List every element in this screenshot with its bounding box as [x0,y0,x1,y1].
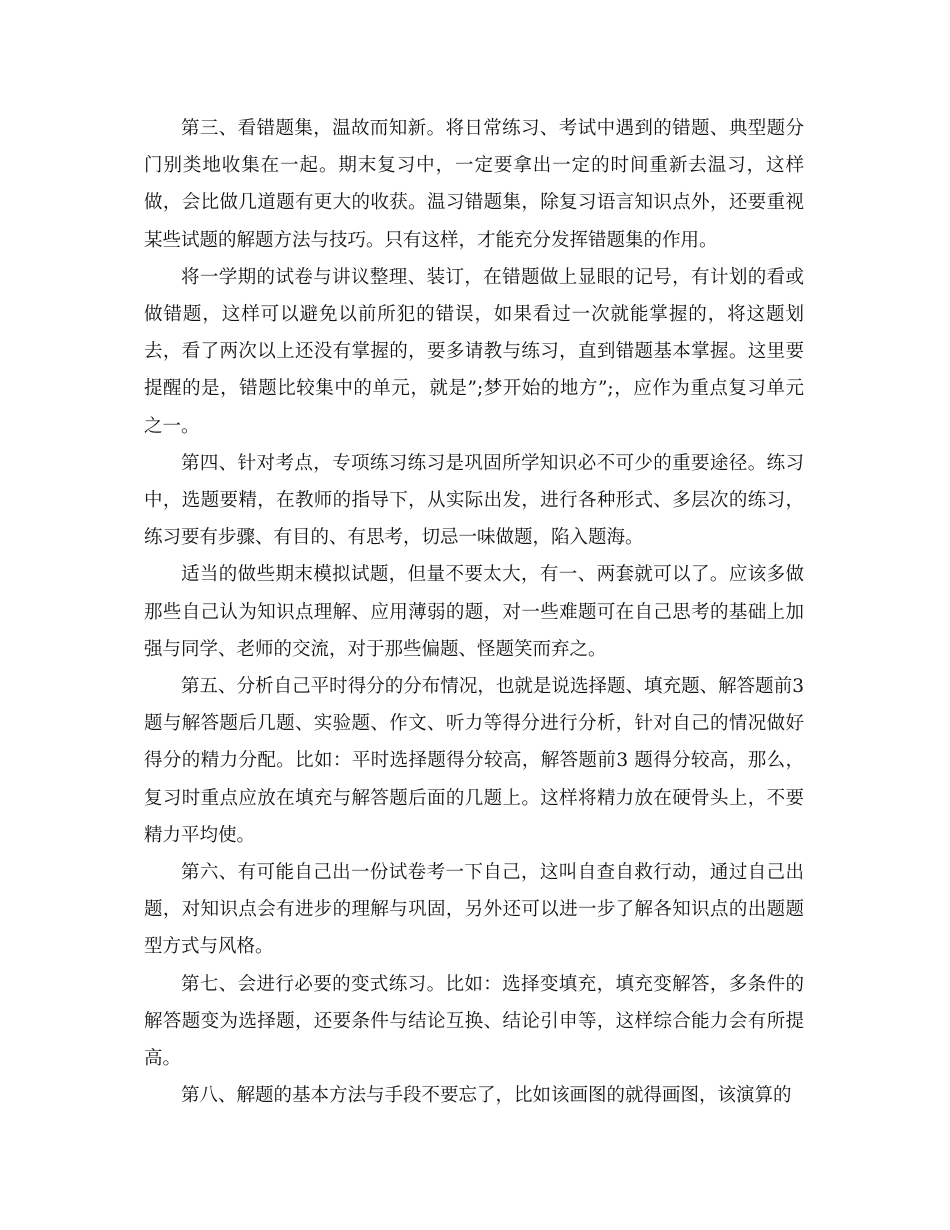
document-body [144,110,804,1114]
paragraph-error-collection: 第三、看错题集，温故而知新。将日常练习、考试中遇到的错题、典型题分门别类地收集在一起。期末复习中，一定要拿出一定的时间重新去温习，这样做，会比做几道题有更大的收获。温习错题集，除复习语言知识点外，还要重视某些试题的解题方法与技巧。只有这样，才能充分发挥错题集的作用。 [144,118,804,251]
paragraph-mock-exams: 适当的做些期末模拟试题，但量不要太大，有一、两套就可以了。应该多做那些自己认为知识点理解、应用薄弱的题，对一些难题可在自己思考的基础上加强与同学、老师的交流，对于那些偏题、怪题笑而弃之。 [144,564,804,660]
paragraph-self-test: 第六、有可能自己出一份试卷考一下自己，这叫自查自救行动，通过自己出题，对知识点会有进步的理解与巩固，另外还可以进一步了解各知识点的出题题型方式与风格。 [144,862,804,958]
paragraph-organize-papers: 将一学期的试卷与讲议整理、装订，在错题做上显眼的记号，有计划的看或做错题，这样可以避免以前所犯的错误，如果看过一次就能掌握的，将这题划去，看了两次以上还没有掌握的，要多请教与练习，直到错题基本掌握。这里要提醒的是，错题比较集中的单元，就是”;梦开始的地方”;，应作为重点复习单元之一。 [144,266,804,437]
paragraph-basic-methods: 第八、解题的基本方法与手段不要忘了，比如该画图的就得画图，该演算的 [181,1085,792,1107]
paragraph-score-analysis: 第五、分析自己平时得分的分布情况，也就是说选择题、填充题、解答题前3 题与解答题后几题、实验题、作文、听力等得分进行分析，针对自己的情况做好得分的精力分配。比如：平时选择题得分较高，解答题前3 题得分较高，那么，复习时重点应放在填充与解答题后面的几题上。这样将精力放在硬骨头上，不要精力平均使。 [144,676,804,846]
paragraph-targeted-practice: 第四、针对考点，专项练习练习是巩固所学知识必不可少的重要途径。练习中，选题要精，在教师的指导下，从实际出发，进行各种形式、多层次的练习，练习要有步骤、有目的、有思考，切忌一味做题，陷入题海。 [144,452,804,549]
paragraph-variant-practice: 第七、会进行必要的变式练习。比如：选择变填充，填充变解答，多条件的解答题变为选择题，还要条件与结论互换、结论引申等，这样综合能力会有所提高。 [144,973,804,1070]
